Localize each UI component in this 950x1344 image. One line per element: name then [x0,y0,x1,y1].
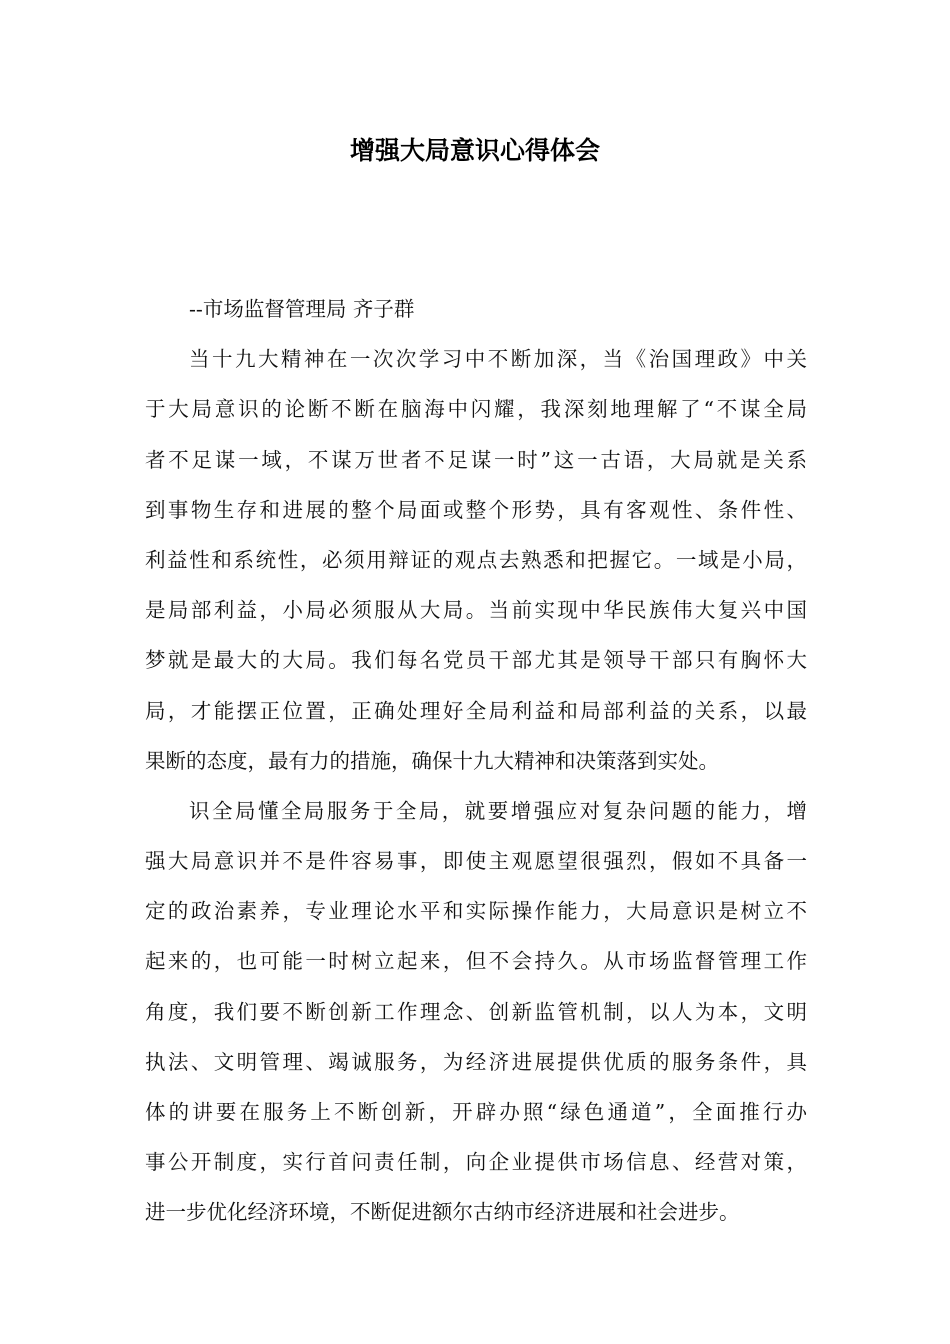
paragraph-line: 果断的态度，最有力的措施，确保十九大精神和决策落到实处。 [145,748,719,773]
paragraph-1 [145,334,807,786]
paragraph-line: 角度，我们要不断创新工作理念、创新监管机制，以人为本，文明 [145,999,807,1024]
paragraph-line: 进一步优化经济环境，不断促进额尔古纳市经济进展和社会进步。 [145,1200,740,1225]
paragraph-line: 起来的，也可能一时树立起来，但不会持久。从市场监督管理工作 [145,949,807,974]
paragraph-line: 识全局懂全局服务于全局，就要增强应对复杂问题的能力，增 [189,798,807,823]
paragraph-line: 者不足谋一域，不谋万世者不足谋一时”这一古语，大局就是关系 [145,447,807,472]
paragraph-line: 事公开制度，实行首问责任制，向企业提供市场信息、经营对策， [145,1150,807,1175]
paragraph-line: 梦就是最大的大局。我们每名党员干部尤其是领导干部只有胸怀大 [145,648,807,673]
document-body [145,284,807,1238]
paragraph-line: 体的讲要在服务上不断创新，开辟办照“绿色通道”，全面推行办 [145,1100,807,1124]
paragraph-line: 定的政治素养，专业理论水平和实际操作能力，大局意识是树立不 [145,899,807,924]
paragraph-line: 当十九大精神在一次次学习中不断加深，当《治国理政》中关 [189,347,807,372]
paragraph-line: 是局部利益，小局必须服从大局。当前实现中华民族伟大复兴中国 [145,598,807,623]
paragraph-line: 利益性和系统性，必须用辩证的观点去熟悉和把握它。一域是小局， [145,547,807,572]
paragraph-line: 于大局意识的论断不断在脑海中闪耀，我深刻地理解了“不谋全局 [145,397,807,422]
paragraph-line: 强大局意识并不是件容易事，即使主观愿望很强烈，假如不具备一 [145,849,807,874]
author-line: --市场监督管理局 齐子群 [189,297,415,321]
paragraph-line: 到事物生存和进展的整个局面或整个形势，具有客观性、条件性、 [145,497,807,522]
paragraph-2 [145,786,807,1238]
paragraph-line: 局，才能摆正位置，正确处理好全局利益和局部利益的关系，以最 [145,698,807,723]
paragraph-line: 执法、文明管理、竭诚服务，为经济进展提供优质的服务条件，具 [145,1049,807,1074]
document-title: 增强大局意识心得体会 [349,136,600,165]
